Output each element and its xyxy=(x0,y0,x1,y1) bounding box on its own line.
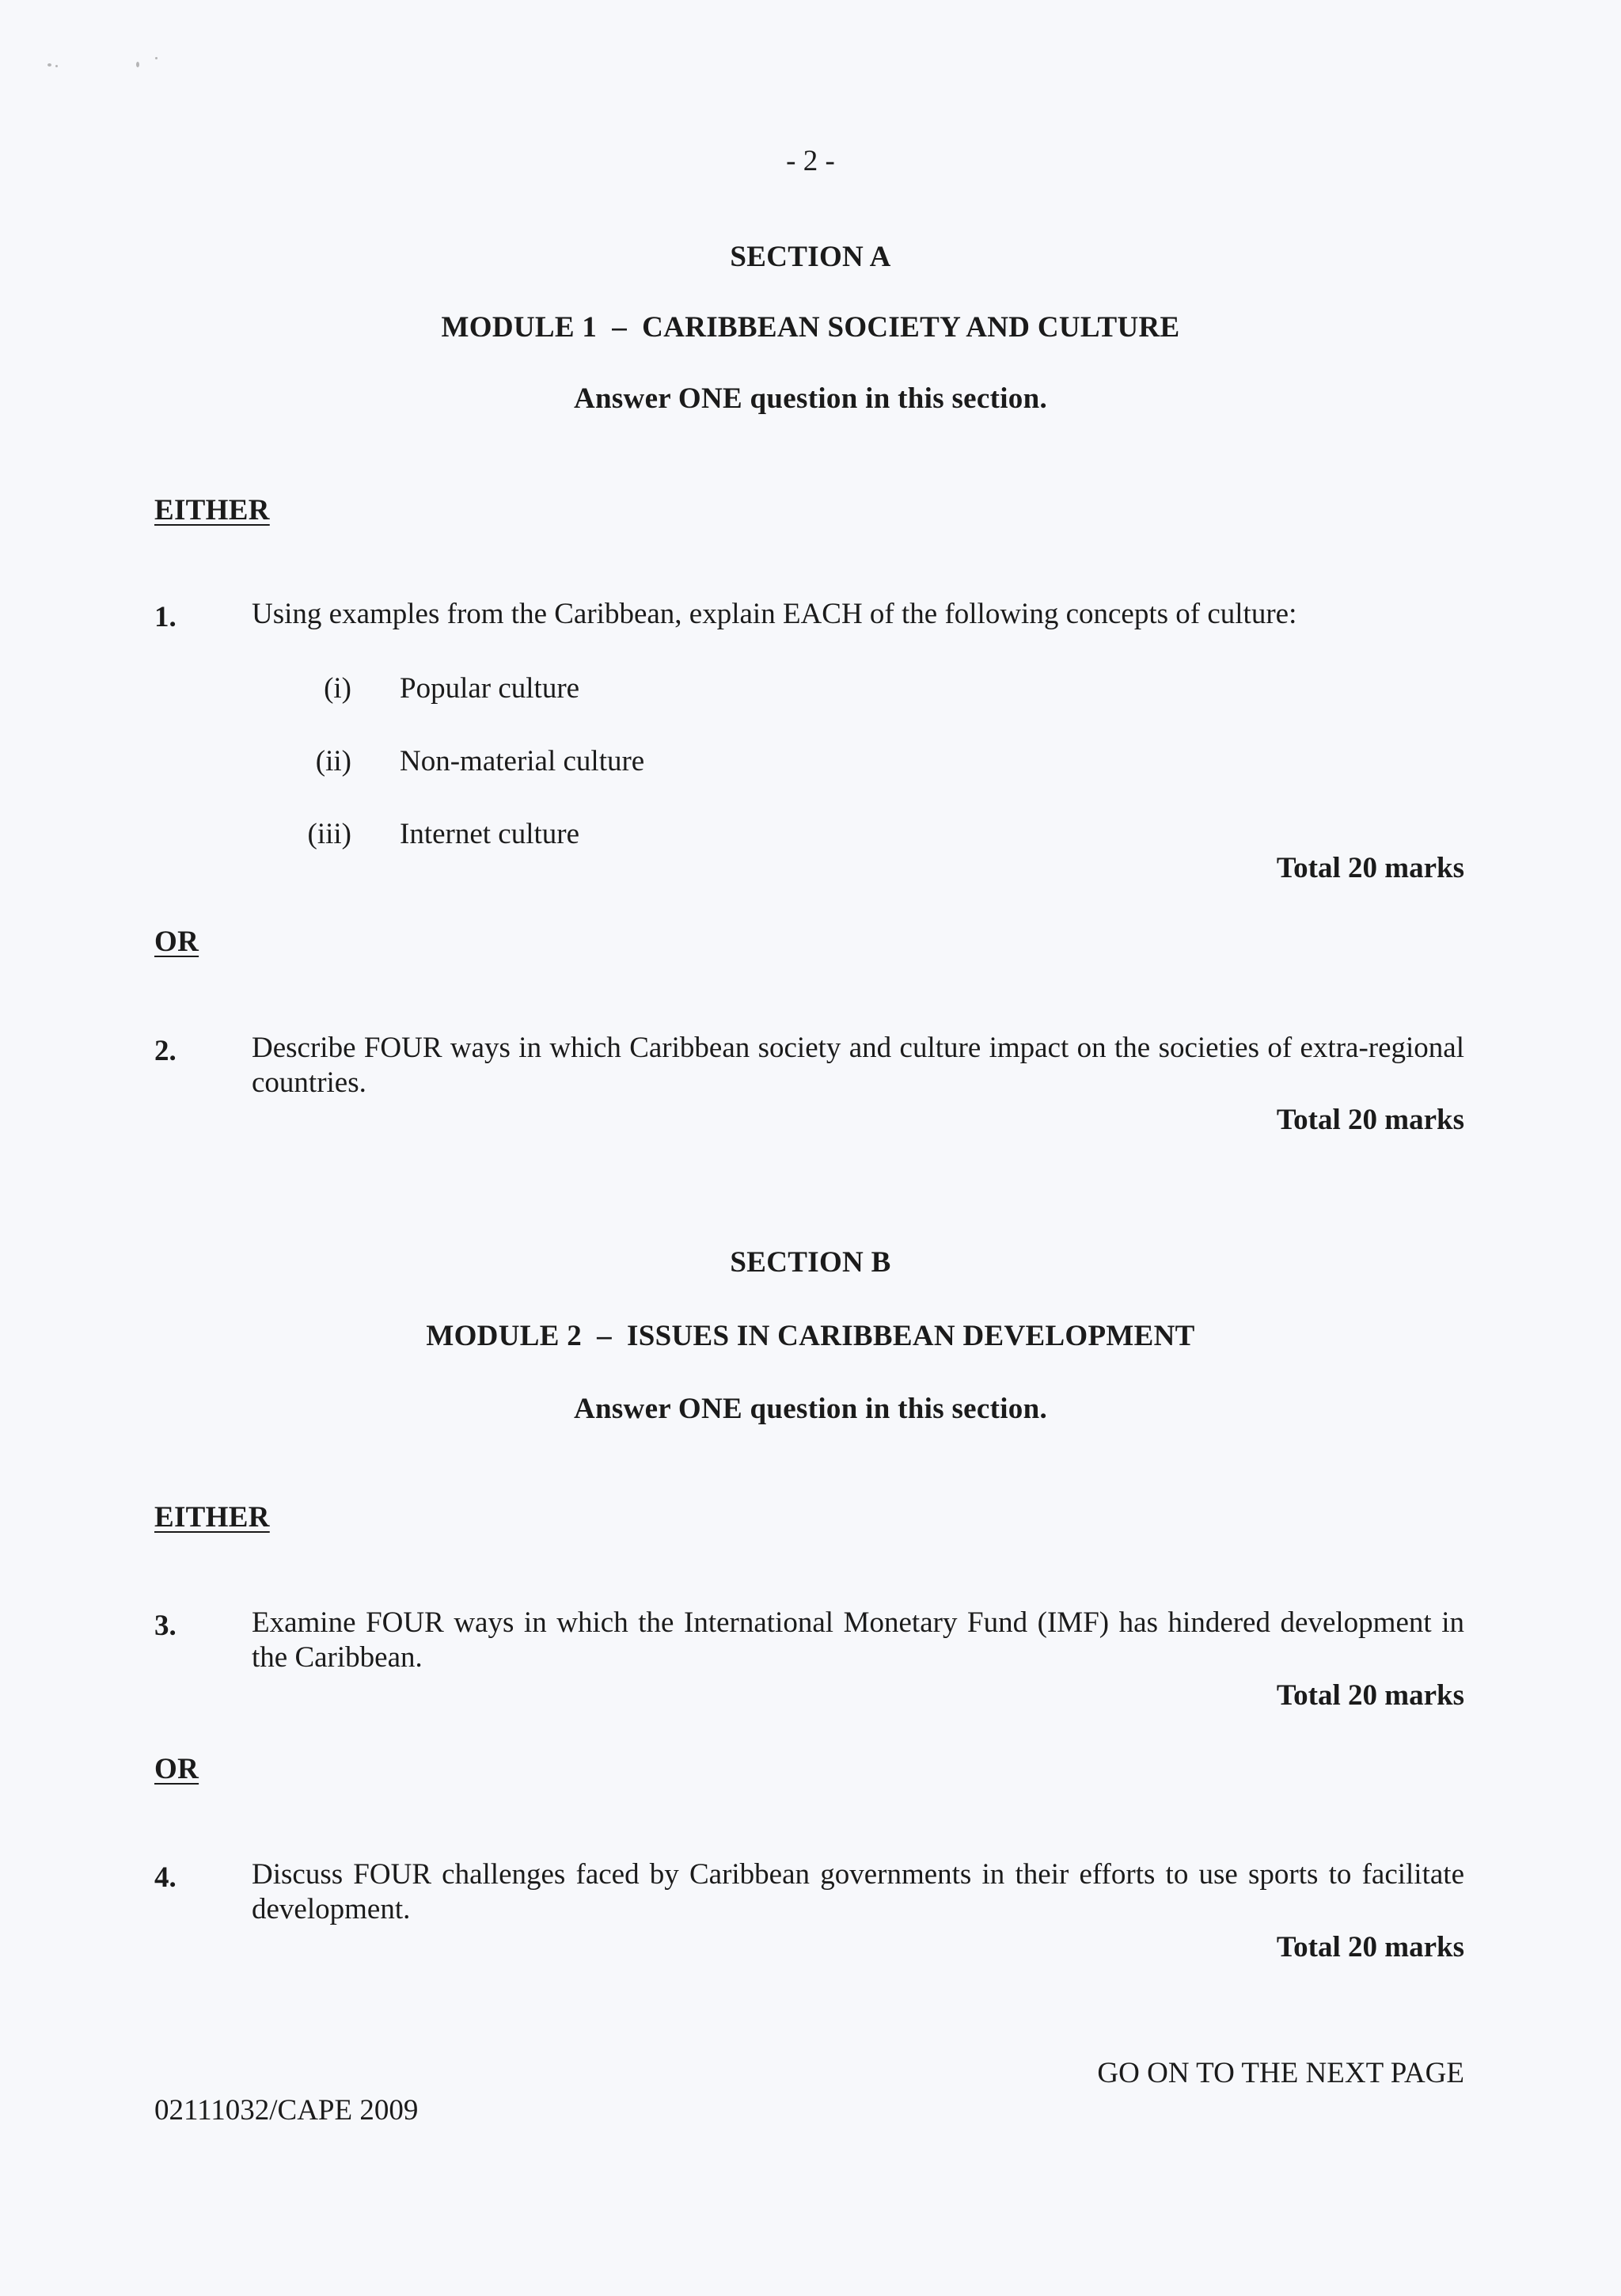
total-marks: Total 20 marks xyxy=(1276,852,1464,884)
item-numeral: (i) xyxy=(324,672,351,705)
scan-mark xyxy=(155,57,158,59)
page-number: - 2 - xyxy=(786,145,835,177)
scan-mark xyxy=(47,63,51,67)
total-marks: Total 20 marks xyxy=(1276,1931,1464,1963)
section-a-title: SECTION A xyxy=(730,241,891,273)
question-text: Describe FOUR ways in which Caribbean society and culture impact on the societies of extra-regional countries. xyxy=(252,1032,1464,1099)
question-text: Using examples from the Caribbean, explain EACH of the following concepts of culture: xyxy=(252,598,1297,630)
item-label: Non-material culture xyxy=(400,745,645,777)
or-label: OR xyxy=(154,926,199,958)
question-number: 4. xyxy=(154,1861,177,1894)
paper-code: 02111032/CAPE 2009 xyxy=(154,2094,419,2127)
section-b-instruction: Answer ONE question in this section. xyxy=(573,1393,1048,1425)
item-label: Internet culture xyxy=(400,818,580,850)
either-label: EITHER xyxy=(154,494,270,526)
section-a-instruction: Answer ONE question in this section. xyxy=(573,382,1048,415)
total-marks: Total 20 marks xyxy=(1276,1679,1464,1712)
question-number: 3. xyxy=(154,1610,177,1642)
question-text: Examine FOUR ways in which the International Monetary Fund (IMF) has hindered development in the Caribbean. xyxy=(252,1606,1464,1674)
item-numeral: (iii) xyxy=(307,818,351,850)
module-1-heading: MODULE 1 – CARIBBEAN SOCIETY AND CULTURE xyxy=(441,311,1180,344)
total-marks: Total 20 marks xyxy=(1276,1104,1464,1136)
scan-mark xyxy=(55,65,58,67)
section-b-title: SECTION B xyxy=(730,1246,891,1279)
question-number: 2. xyxy=(154,1035,177,1067)
question-text: Discuss FOUR challenges faced by Caribbean governments in their efforts to use sports to facilitate development. xyxy=(252,1858,1464,1925)
either-label: EITHER xyxy=(154,1501,270,1534)
question-number: 1. xyxy=(154,601,177,633)
module-2-heading: MODULE 2 – ISSUES IN CARIBBEAN DEVELOPMENT xyxy=(426,1320,1195,1352)
scan-mark xyxy=(136,62,139,67)
or-label: OR xyxy=(154,1753,199,1785)
item-numeral: (ii) xyxy=(315,745,351,777)
next-page-note: GO ON TO THE NEXT PAGE xyxy=(1097,2057,1464,2089)
item-label: Popular culture xyxy=(400,672,580,705)
